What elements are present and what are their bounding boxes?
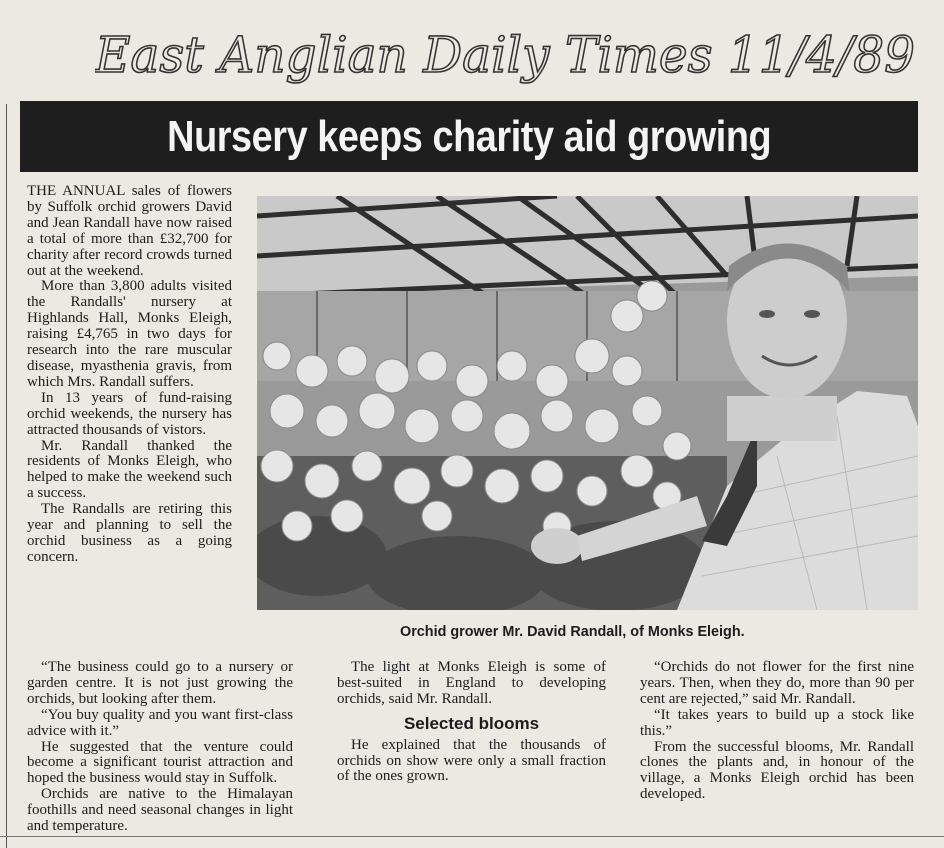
column-middle bbox=[337, 660, 606, 785]
subheading: Selected blooms bbox=[403, 713, 540, 733]
paragraph-6: “The business could go to a nursery or garden centre. It is not just growing the orchids, but looking after them. bbox=[27, 659, 293, 707]
paragraph-7: “You buy quality and you want first-class advice with it.” bbox=[27, 706, 293, 739]
headline: Nursery keeps charity aid growing bbox=[166, 111, 772, 161]
paragraph-14: From the successful blooms, Mr. Randall clones the plants and, in honour of the village, a Monks Eleigh orchid has been developed. bbox=[640, 738, 914, 803]
paragraph-10: The light at Monks Eleigh is some of best-suited in England to developing orchids, said Mr. Randall. bbox=[337, 659, 606, 707]
paragraph-8: He suggested that the venture could become a significant tourist attraction and hoped the business would stay in Suffolk. bbox=[27, 738, 293, 787]
paragraph-11: He explained that the thousands of orchids on show were only a small fraction of the ones grown. bbox=[337, 736, 606, 785]
paragraph-5: The Randalls are retiring this year and planning to sell the orchid business as a going concern. bbox=[27, 501, 232, 565]
handwritten-source-text: East Anglian Daily Times 11/4/89 bbox=[95, 26, 915, 84]
paragraph-1: THE ANNUAL sales of flowers by Suffolk orchid growers David and Jean Randall have now raised a total of more than £32,700 for charity after record crowds turned out at the weekend. bbox=[27, 183, 232, 279]
orchid-grower-photo bbox=[257, 196, 918, 610]
column-right bbox=[640, 660, 914, 803]
paragraph-4: Mr. Randall thanked the residents of Monks Eleigh, who helped to make the weekend such a success. bbox=[27, 437, 232, 502]
bottom-rule bbox=[0, 836, 944, 837]
headline-banner bbox=[20, 101, 918, 172]
paragraph-13: “It takes years to build up a stock like this.” bbox=[640, 706, 914, 739]
column-left-bottom bbox=[27, 660, 293, 835]
photo-caption: Orchid grower Mr. David Randall, of Monks Eleigh. bbox=[400, 624, 745, 640]
paragraph-2: More than 3,800 adults visited the Randalls' nursery at Highlands Hall, Monks Eleigh, raising £4,765 in two days for research into the rare muscular disease, myasthenia gravis, from which Mrs. Randall suffers. bbox=[27, 278, 232, 390]
handwritten-source-note bbox=[95, 14, 925, 94]
paragraph-9: Orchids are native to the Himalayan foothills and need seasonal changes in light and temperature. bbox=[27, 786, 293, 835]
column-rule-left bbox=[6, 104, 7, 848]
paragraph-3: In 13 years of fund-raising orchid weekends, the nursery has attracted thousands of vistors. bbox=[27, 389, 232, 438]
column-left-top bbox=[27, 184, 232, 566]
paragraph-12: “Orchids do not flower for the first nine years. Then, when they do, more than 90 per cent are rejected,” said Mr. Randall. bbox=[640, 659, 914, 707]
